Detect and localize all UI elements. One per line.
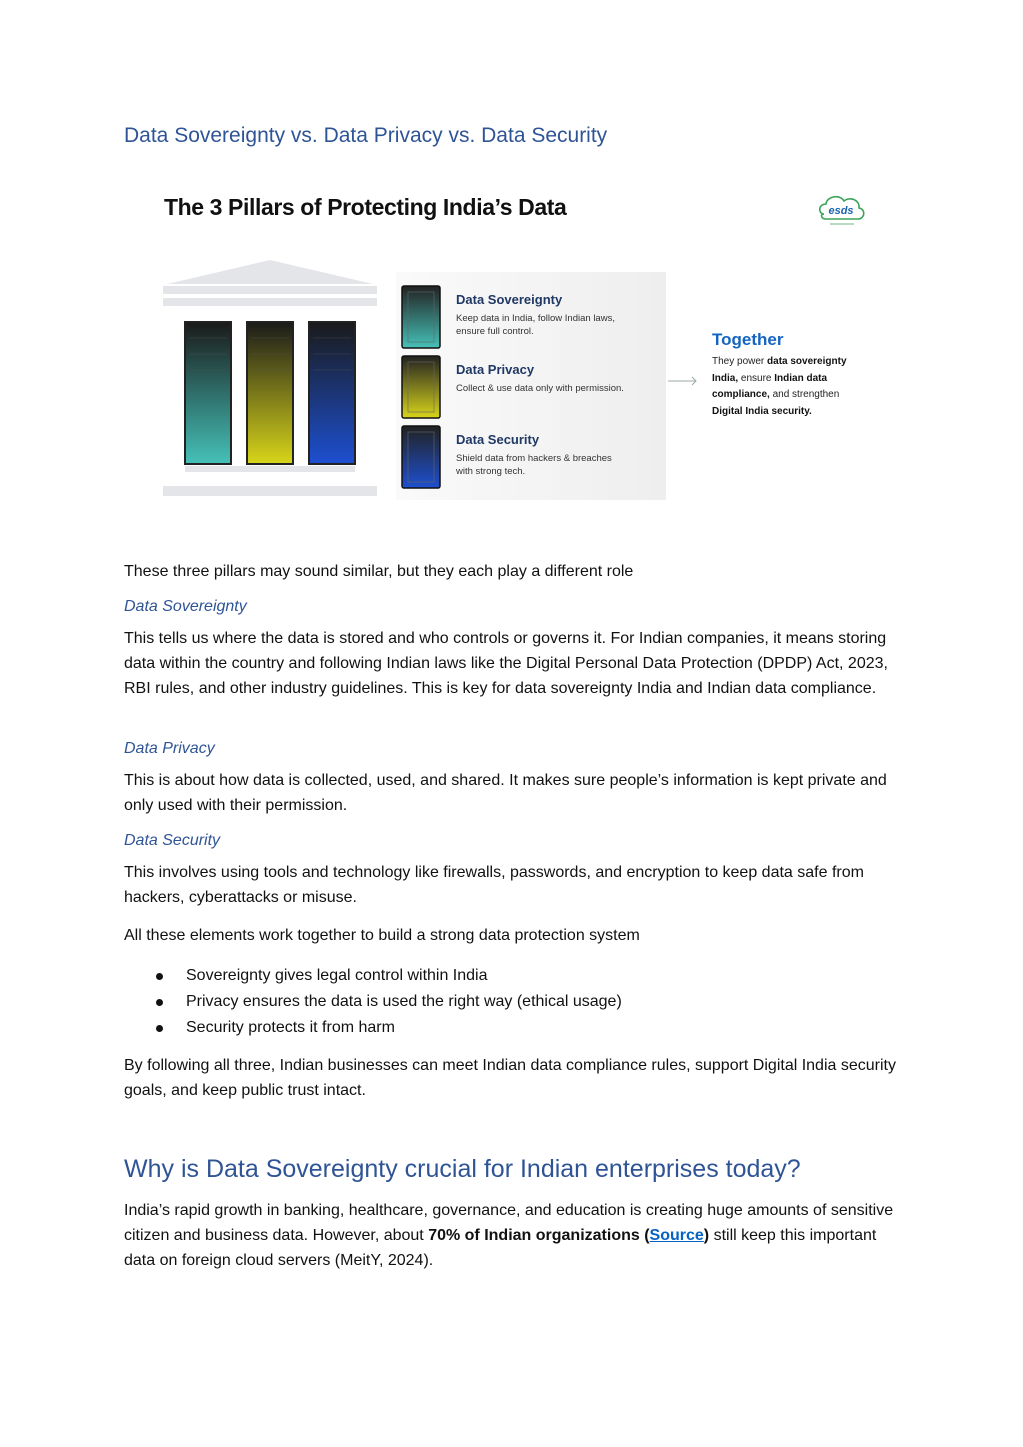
pillar-sovereignty — [396, 284, 666, 352]
logo-text: esds — [828, 205, 854, 217]
together-text: They power data sovereignty India, ensure Indian data compliance, and strengthen Digital India security. — [712, 356, 847, 417]
paragraph-privacy: This is about how data is collected, used, and shared. It makes sure people’s information is kept private and only used with their permission. — [124, 772, 887, 814]
together-box — [712, 330, 872, 420]
infographic-title: The 3 Pillars of Protecting India’s Data — [164, 194, 567, 220]
paragraph-conclusion: By following all three, Indian businesses can meet Indian data compliance rules, support Digital India security goals, and keep public trust intact. — [124, 1057, 896, 1099]
pillar-privacy — [396, 354, 666, 422]
esds-logo — [814, 190, 868, 230]
server-teal-icon — [400, 284, 442, 350]
paragraph-security: This involves using tools and technology like firewalls, passwords, and encryption to keep data safe from hackers, cyberattacks or misuse. — [124, 864, 864, 906]
bullet-icon — [156, 973, 163, 980]
arrow-right-icon — [668, 376, 698, 386]
intro-paragraph: These three pillars may sound similar, but they each play a different role — [124, 563, 634, 580]
pillar-desc: Collect & use data only with permission. — [456, 383, 624, 394]
pillar-desc: Shield data from hackers & breaches with strong tech. — [456, 453, 612, 477]
list-item: Privacy ensures the data is used the right way (ethical usage) — [124, 989, 884, 1015]
section-heading: Data Sovereignty vs. Data Privacy vs. Data Security — [124, 124, 608, 147]
paragraph-why: India’s rapid growth in banking, healthcare, governance, and education is creating huge amounts of sensitive citizen and business data. However, about 70% of Indian organizations (Source) still keep this important data on foreign cloud servers (MeitY, 2024). — [124, 1202, 894, 1269]
server-blue-icon — [400, 424, 442, 490]
subheading-privacy: Data Privacy — [124, 740, 215, 757]
pillar-yellow — [247, 322, 293, 464]
together-title: Together — [712, 330, 784, 349]
pillar-title: Data Sovereignty — [456, 292, 563, 307]
pillars-panel — [396, 272, 666, 500]
pillar-security — [396, 424, 666, 492]
pillar-desc: Keep data in India, follow Indian laws, ensure full control. — [456, 313, 615, 337]
paragraph-sovereignty: This tells us where the data is stored and who controls or governs it. For Indian companies, it means storing data within the country and following Indian laws like the Digital Personal Data Protection (DPDP) Act, 2023, RBI rules, and other industry guidelines. This is key for data sovereignty India and Indian data compliance. — [124, 630, 888, 697]
pillar-blue — [309, 322, 355, 464]
bullet-icon — [156, 1025, 163, 1032]
pillar-title: Data Privacy — [456, 362, 535, 377]
bullet-list — [124, 963, 884, 1041]
server-yellow-icon — [400, 354, 442, 420]
subheading-sovereignty: Data Sovereignty — [124, 598, 247, 615]
pillar-teal — [185, 322, 231, 464]
temple-pillars-illustration — [163, 258, 377, 502]
bullet-icon — [156, 999, 163, 1006]
why-heading: Why is Data Sovereignty crucial for Indian enterprises today? — [124, 1155, 801, 1183]
pillar-title: Data Security — [456, 432, 540, 447]
pillars-infographic — [160, 180, 880, 510]
subheading-security: Data Security — [124, 832, 221, 849]
paragraph-together: All these elements work together to build a strong data protection system — [124, 927, 640, 944]
source-link[interactable]: Source — [649, 1227, 704, 1244]
list-item: Security protects it from harm — [124, 1015, 884, 1041]
list-item: Sovereignty gives legal control within India — [124, 963, 884, 989]
